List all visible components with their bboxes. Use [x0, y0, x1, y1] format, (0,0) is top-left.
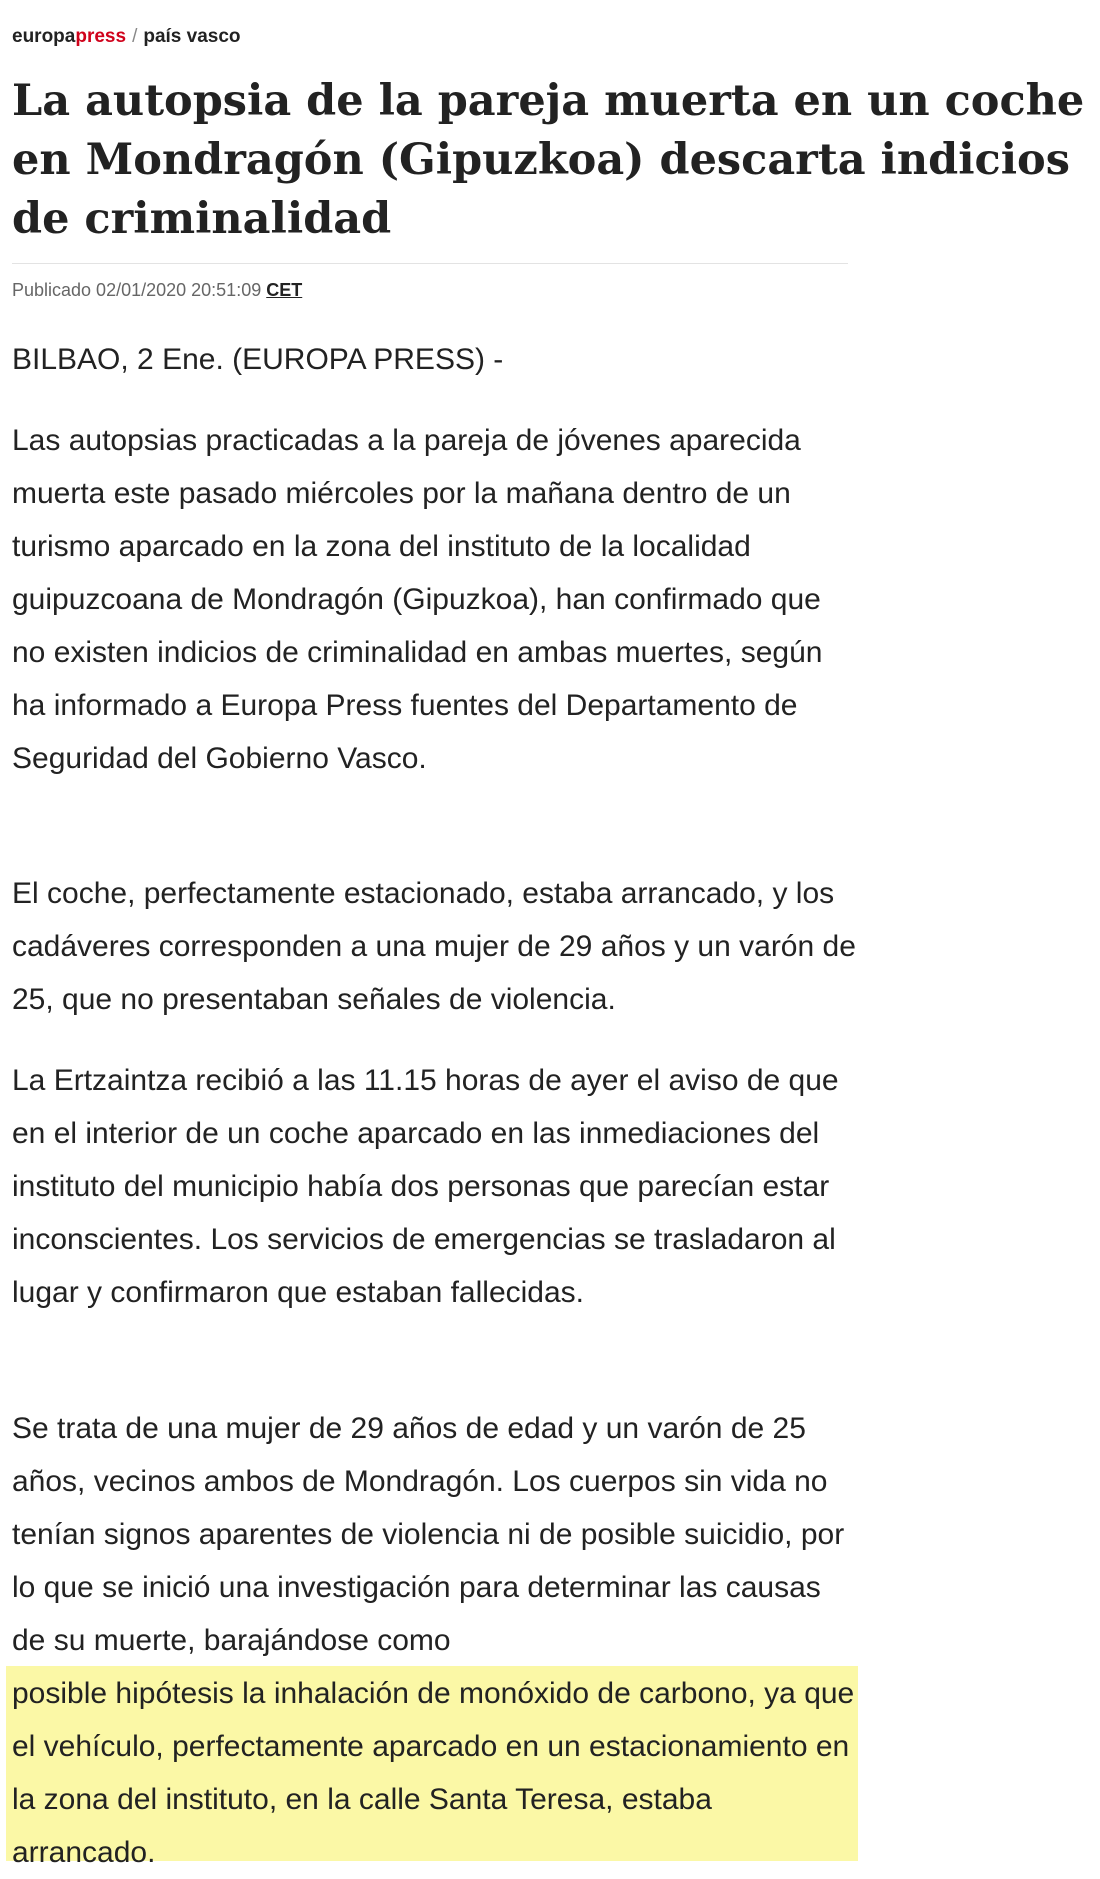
breadcrumb-separator: /: [132, 26, 138, 47]
article-paragraph-4-highlighted: posible hipótesis la inhalación de monóxido de carbono, ya que el vehículo, perfectamente aparcado en un estacionamiento en la zona del instituto, en la calle Santa Teresa, estaba arrancado.: [12, 1677, 855, 1869]
article-headline: La autopsia de la pareja muerta en un coche en Mondragón (Gipuzkoa) descarta indicios de criminalidad: [12, 76, 1085, 244]
brand-logo-europa: europa: [12, 26, 76, 47]
publish-date: Publicado 02/01/2020 20:51:09: [12, 280, 262, 300]
timezone-link[interactable]: CET: [266, 280, 303, 300]
article-dateline: BILBAO, 2 Ene. (EUROPA PRESS) -: [12, 343, 504, 376]
brand-logo-link[interactable]: [12, 26, 126, 47]
article-paragraph-2: El coche, perfectamente estacionado, estaba arrancado, y los cadáveres corresponden a una mujer de 29 años y un varón de 25, que no presentaban señales de violencia.: [12, 877, 856, 1016]
article-paragraph-4: Se trata de una mujer de 29 años de edad y un varón de 25 años, vecinos ambos de Mondragón. Los cuerpos sin vida no tenían signos aparentes de violencia ni de posible suicidio, por lo que se inició una investigación para determinar las causas de su muerte, barajándose como: [12, 1412, 845, 1657]
header-divider: [12, 263, 848, 264]
breadcrumb: [12, 26, 241, 48]
breadcrumb-section-link[interactable]: país vasco: [143, 26, 241, 47]
article-paragraph-3: La Ertzaintza recibió a las 11.15 horas de ayer el aviso de que en el interior de un coche aparcado en las inmediaciones del instituto del municipio había dos personas que parecían estar inconscientes. Los servicios de emergencias se trasladaron al lugar y confirmaron que estaban fallecidas.: [12, 1064, 839, 1309]
brand-logo-press: press: [75, 26, 127, 47]
publish-meta: [12, 280, 302, 301]
article-paragraph-1: Las autopsias practicadas a la pareja de jóvenes aparecida muerta este pasado miércoles por la mañana dentro de un turismo aparcado en la zona del instituto de la localidad guipuzcoana de Mondragón (Gipuzkoa), han confirmado que no existen indicios de criminalidad en ambas muertes, según ha informado a Europa Press fuentes del Departamento de Seguridad del Gobierno Vasco.: [12, 424, 823, 775]
